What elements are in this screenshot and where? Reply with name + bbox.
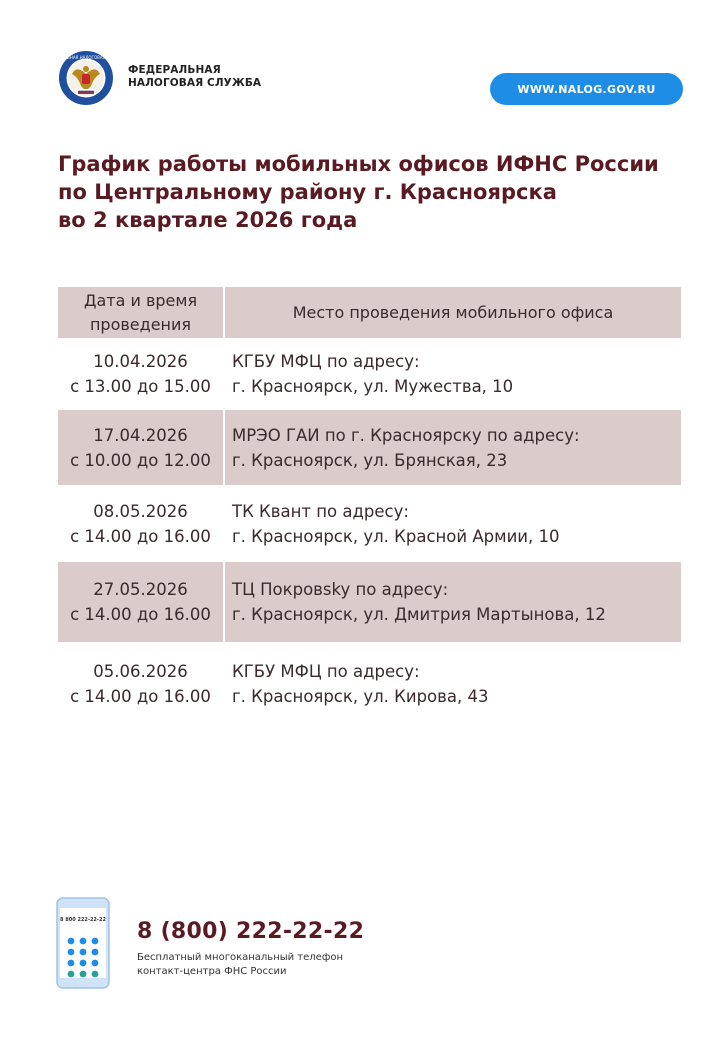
- row-place-line1: ТК Квант по адресу:: [232, 501, 409, 521]
- title-line1: График работы мобильных офисов ИФНС России: [58, 152, 659, 176]
- date-cell: [58, 485, 223, 562]
- org-name-line2: НАЛОГОВАЯ СЛУЖБА: [128, 77, 262, 89]
- date-cell: [58, 642, 223, 726]
- table-row: [58, 410, 681, 485]
- place-cell: [225, 562, 681, 642]
- page-title: [58, 150, 678, 234]
- row-place-line1: КГБУ МФЦ по адресу:: [232, 662, 420, 681]
- row-place-line2: г. Красноярск, ул. Кирова, 43: [232, 687, 489, 706]
- row-date: 08.05.2026: [93, 501, 188, 521]
- org-name: [128, 64, 261, 90]
- table-row: [58, 338, 681, 410]
- row-place-line1: КГБУ МФЦ по адресу:: [232, 352, 420, 371]
- row-place-line2: г. Красноярск, ул. Мужества, 10: [232, 377, 514, 396]
- place-cell: [225, 485, 681, 562]
- website-button[interactable]: WWW.NALOG.GOV.RU: [490, 73, 683, 105]
- svg-text:ФЕДЕРАЛЬНАЯ НАЛОГОВАЯ СЛУЖБА: ФЕДЕРАЛЬНАЯ НАЛОГОВАЯ СЛУЖБА: [47, 55, 125, 60]
- header-date-cell: [58, 287, 223, 338]
- row-time: с 13.00 до 15.00: [70, 377, 211, 396]
- row-place-line1: МРЭО ГАИ по г. Красноярску по адресу:: [232, 425, 580, 445]
- row-time: с 14.00 до 16.00: [70, 687, 211, 706]
- date-cell: [58, 338, 223, 410]
- place-cell: [225, 410, 681, 485]
- date-cell: [58, 562, 223, 642]
- row-time: с 10.00 до 12.00: [70, 450, 211, 470]
- caption-line2: контакт-центра ФНС России: [137, 966, 287, 977]
- place-cell: [225, 338, 681, 410]
- phone-icon: [56, 897, 110, 989]
- title-line2: по Центральному району г. Красноярска: [58, 180, 557, 204]
- schedule-table: [58, 287, 681, 726]
- header-date-line2: проведения: [89, 314, 192, 334]
- row-place-line2: г. Красноярск, ул. Дмитрия Мартынова, 12: [232, 605, 606, 624]
- table-row: [58, 485, 681, 562]
- row-date: 17.04.2026: [93, 425, 188, 445]
- header-place: Место проведения мобильного офиса: [292, 302, 614, 322]
- row-date: 10.04.2026: [93, 352, 188, 371]
- date-cell: [58, 410, 223, 485]
- fns-logo-icon: [47, 50, 125, 106]
- table-header-row: [58, 287, 681, 338]
- title-line3: во 2 квартале 2026 года: [58, 208, 358, 232]
- header-place-cell: [225, 287, 681, 338]
- place-cell: [225, 642, 681, 726]
- org-name-line1: ФЕДЕРАЛЬНАЯ: [128, 64, 221, 76]
- caption-line1: Бесплатный многоканальный телефон: [137, 952, 344, 963]
- row-place-line2: г. Красноярск, ул. Красной Армии, 10: [232, 526, 560, 546]
- row-place-line1: ТЦ Покровsky по адресу:: [232, 580, 449, 599]
- hotline-caption: [137, 951, 343, 979]
- row-date: 05.06.2026: [93, 662, 188, 681]
- header-date-line1: Дата и время: [83, 290, 198, 310]
- table-row: [58, 642, 681, 726]
- hotline-phone-number[interactable]: 8 (800) 222-22-22: [137, 919, 365, 944]
- svg-text:8 800 222-22-22: 8 800 222-22-22: [60, 917, 106, 923]
- row-date: 27.05.2026: [93, 580, 188, 599]
- row-time: с 14.00 до 16.00: [70, 605, 211, 624]
- table-row: [58, 562, 681, 642]
- row-time: с 14.00 до 16.00: [70, 526, 211, 546]
- row-place-line2: г. Красноярск, ул. Брянская, 23: [232, 450, 508, 470]
